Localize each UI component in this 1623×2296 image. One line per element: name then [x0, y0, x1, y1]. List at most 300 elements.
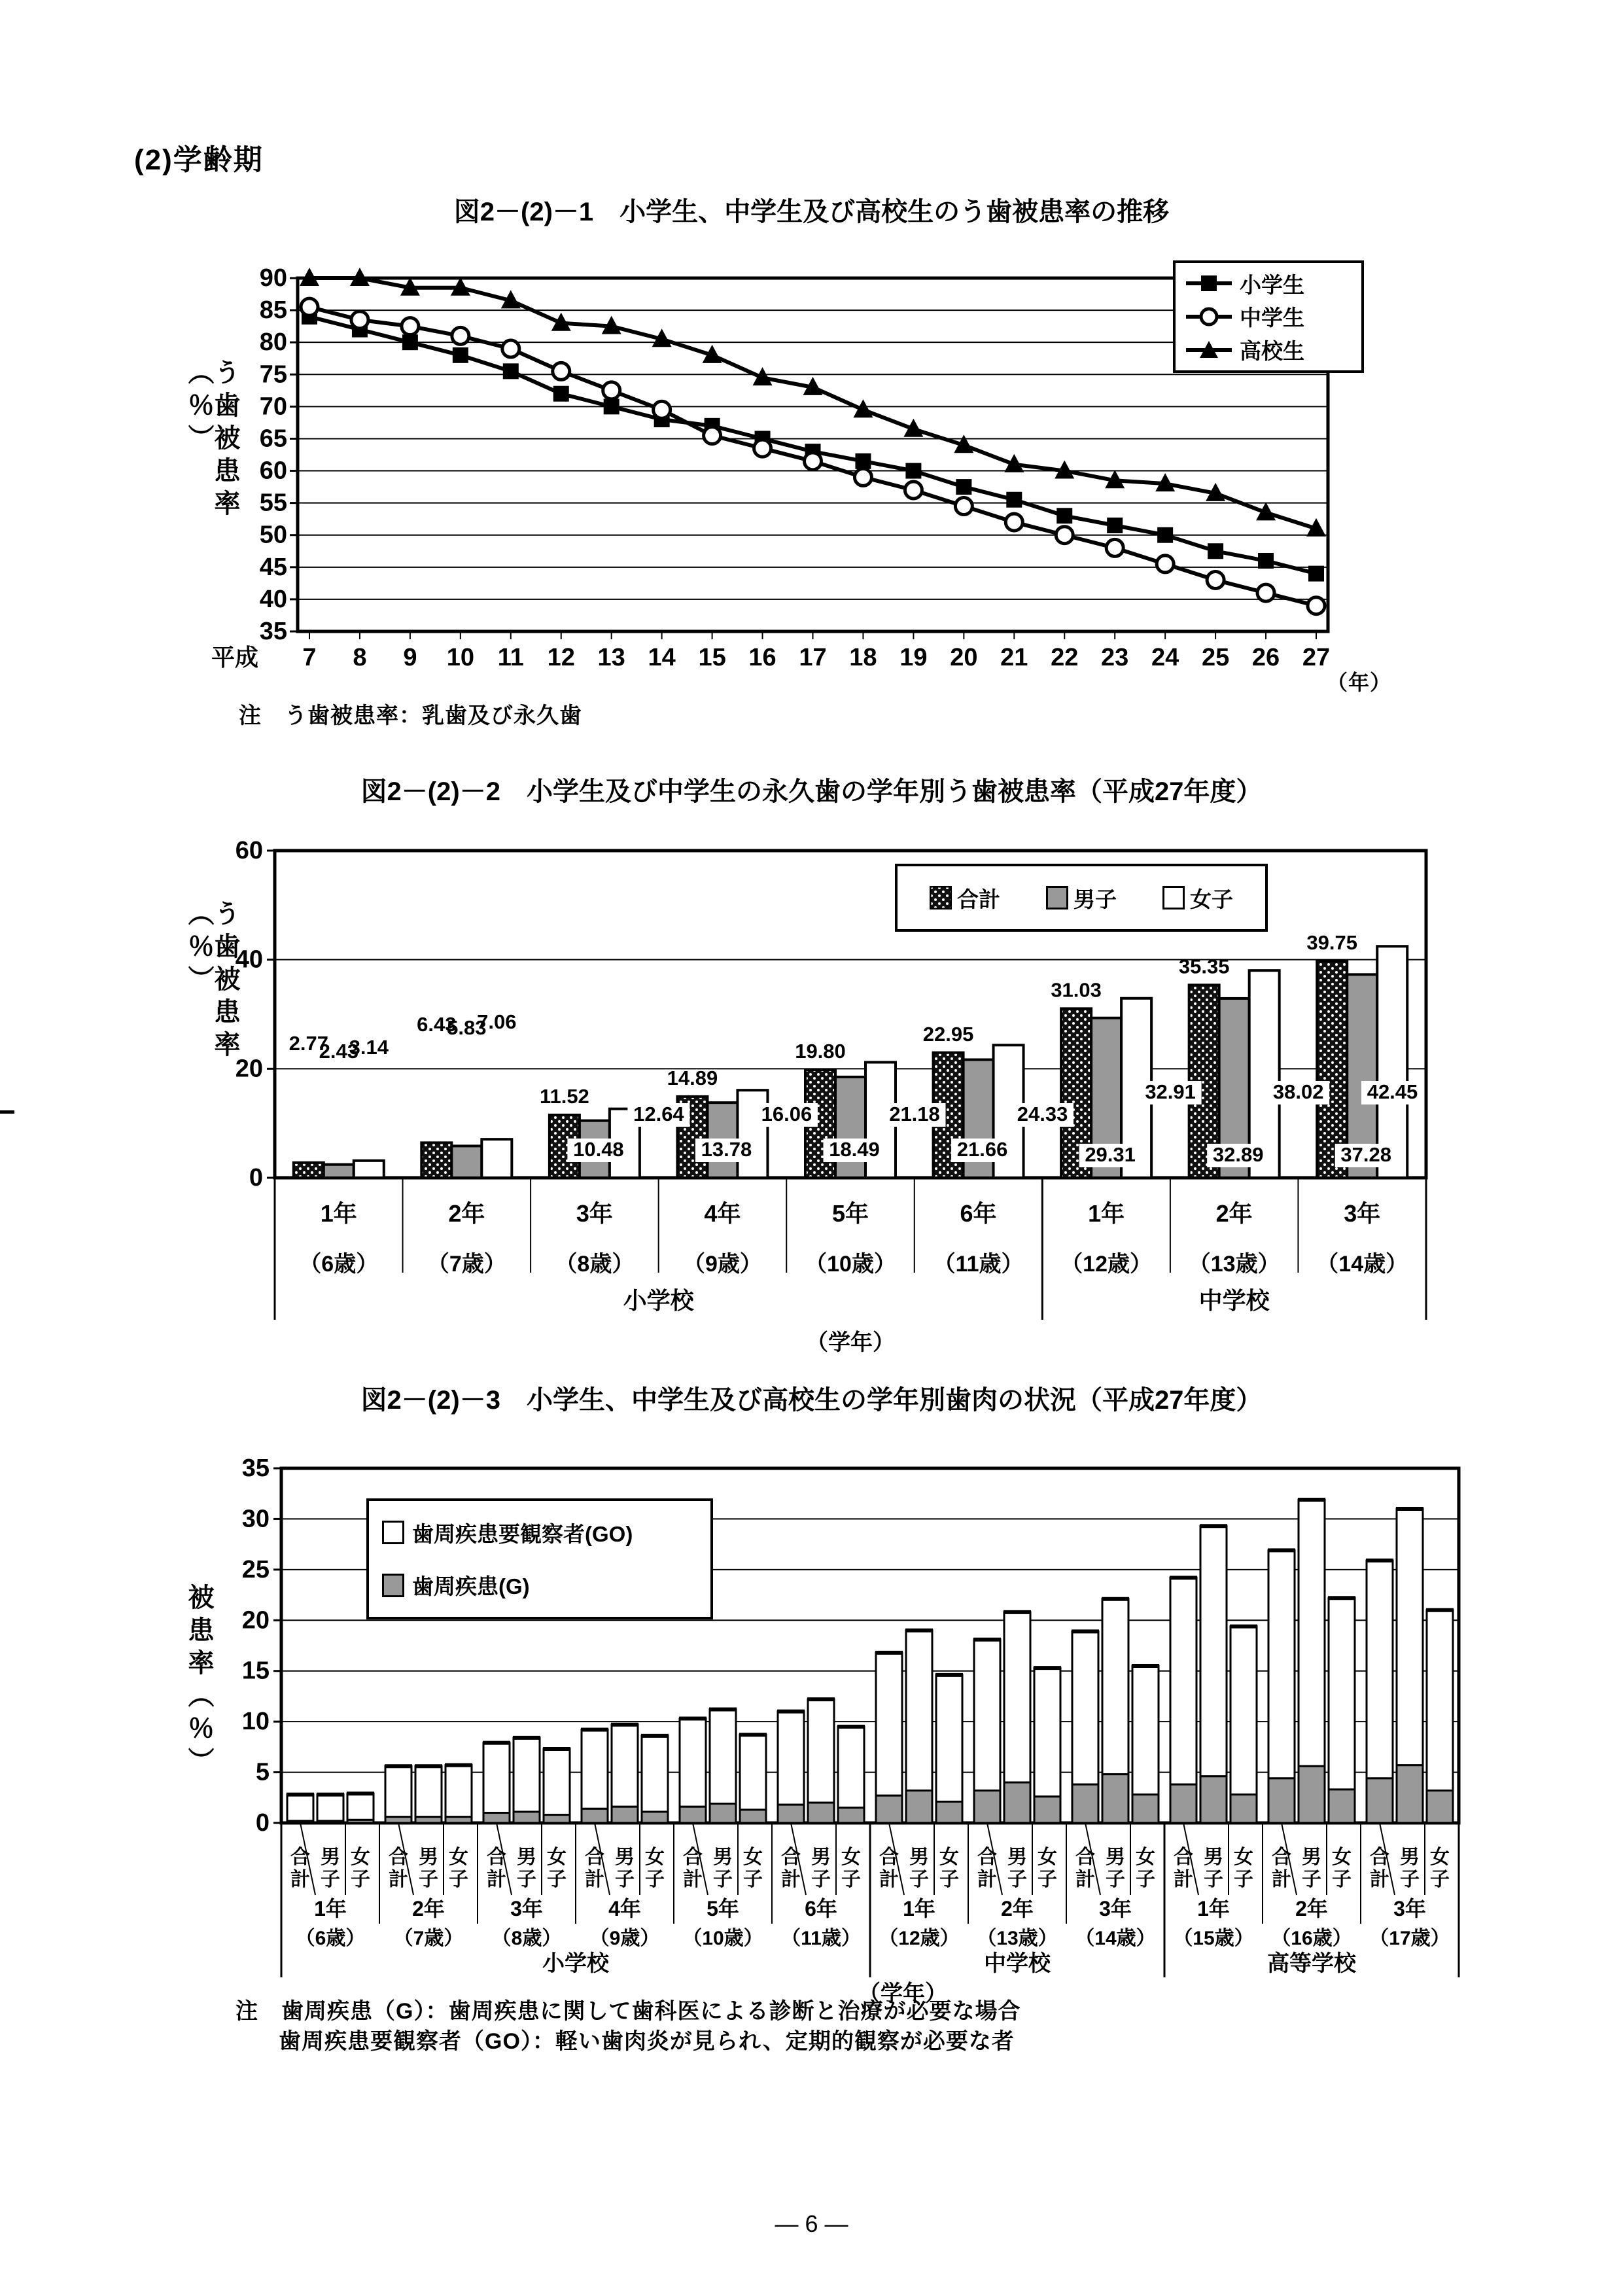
bar-g [1102, 1775, 1128, 1823]
legend-item-high-school [1185, 334, 1352, 365]
bar-g [514, 1812, 540, 1823]
age-label: （8歳） [555, 1252, 635, 1277]
circle-marker [553, 362, 570, 380]
circle-marker [1106, 539, 1123, 556]
bar-g [287, 1821, 313, 1823]
grade-label: 4年 [704, 1200, 741, 1227]
chart-shape: 計 [977, 1869, 997, 1890]
bar-value-label: 21.18 [889, 1103, 940, 1125]
square-marker [453, 347, 468, 363]
grade-label: 2年 [1215, 1200, 1253, 1227]
bar-g [1397, 1765, 1423, 1823]
chart-shape: 子 [1007, 1869, 1027, 1890]
bar-value-label: 3.14 [349, 1036, 389, 1059]
chart-shape: 子 [419, 1869, 438, 1890]
chart-shape: 合 [1174, 1846, 1193, 1868]
x-tick-label: 20 [950, 644, 978, 671]
chart1-legend [1173, 260, 1364, 373]
chart-shape: 子 [811, 1869, 831, 1890]
bar-g [642, 1812, 668, 1823]
triangle-marker-icon [1185, 340, 1233, 360]
bar-go [347, 1793, 374, 1820]
square-marker [1157, 527, 1173, 543]
bar-value-label: 10.48 [573, 1138, 624, 1161]
chart-shape: 計 [879, 1869, 899, 1890]
x-tick-label: 17 [799, 644, 827, 671]
square-marker [1208, 543, 1223, 559]
circle-marker [805, 453, 822, 470]
legend-label: 中学生 [1240, 306, 1304, 330]
y-tick-label: 0 [255, 1809, 270, 1837]
y-tick-label: 35 [241, 1455, 270, 1482]
y-tick-label: 55 [259, 489, 287, 517]
chart-shape: 女 [449, 1846, 468, 1868]
bar-go [876, 1653, 902, 1795]
chart-shape: 計 [487, 1869, 506, 1890]
bar-category-label [449, 1846, 468, 1890]
circle-marker-icon [1185, 307, 1233, 327]
bar-g [1004, 1782, 1030, 1823]
x-tick-label: 8 [353, 644, 367, 671]
y-tick-label: 5 [255, 1758, 270, 1786]
grade-label: 6年 [960, 1200, 997, 1227]
bar-g [740, 1810, 766, 1823]
bar-go [838, 1727, 864, 1808]
y-tick-label: 85 [259, 296, 287, 325]
chart-shape: 計 [1174, 1869, 1193, 1890]
chart-shape: 合 [487, 1846, 506, 1868]
chart-shape: 女 [1234, 1846, 1253, 1868]
bar-category-label [419, 1846, 438, 1890]
bar-go [445, 1765, 472, 1817]
bar-value-label: 2.43 [319, 1040, 358, 1063]
circle-marker [603, 382, 620, 399]
chart-shape: 子 [909, 1869, 929, 1890]
bar-go [1230, 1627, 1257, 1795]
chart-shape: 合 [1370, 1846, 1389, 1868]
x-tick-label: 18 [849, 644, 877, 671]
chart-shape: 子 [1038, 1869, 1057, 1890]
bar-category-label [547, 1846, 567, 1890]
bar-go [415, 1766, 442, 1816]
bar-g [415, 1817, 442, 1823]
chart-shape: 子 [1234, 1869, 1253, 1890]
section-heading: (2)学齢期 [134, 144, 264, 176]
page-number: ― 6 ― [775, 2210, 848, 2237]
circle-marker [955, 498, 972, 515]
x-tick-label: 16 [748, 644, 777, 671]
bar-category-label [713, 1846, 733, 1890]
x-tick-label: 25 [1201, 644, 1230, 671]
circle-marker [351, 311, 368, 328]
square-marker [1006, 492, 1022, 508]
age-label: （6歳） [299, 1252, 379, 1277]
square-marker [604, 398, 620, 414]
chart-shape: 計 [781, 1869, 801, 1890]
square-marker [1056, 508, 1072, 523]
bar-g [1132, 1795, 1159, 1823]
age-label: （14歳） [1075, 1928, 1156, 1949]
circle-marker [1207, 571, 1224, 588]
bar-合計 [294, 1163, 324, 1178]
chart-shape: 計 [1370, 1869, 1389, 1890]
y-tick-label: 30 [241, 1505, 270, 1533]
school-label: 中学校 [984, 1951, 1051, 1976]
chart-shape: 子 [1106, 1869, 1125, 1890]
y-tick-label: 50 [259, 521, 287, 549]
grade-label: 2年 [448, 1200, 485, 1227]
x-axis-label: （学年） [806, 1330, 895, 1355]
chart-shape: 男 [321, 1846, 340, 1868]
chart-shape: 計 [290, 1869, 310, 1890]
bar-category-label [1302, 1846, 1321, 1890]
bar-go [740, 1735, 766, 1810]
y-tick-label: 60 [259, 457, 287, 485]
bar-category-label [615, 1846, 635, 1890]
chart-shape: 男 [615, 1846, 635, 1868]
bar-category-label [1332, 1846, 1352, 1890]
x-tick-label: 27 [1302, 644, 1331, 671]
bar-g [1329, 1790, 1355, 1823]
bar-value-label: 13.78 [701, 1138, 752, 1161]
grade-label: 3年 [1393, 1897, 1426, 1920]
bar-category-label [909, 1846, 929, 1890]
chart-shape: 女 [645, 1846, 665, 1868]
chart-shape: 男 [1007, 1846, 1027, 1868]
bar-g [1034, 1797, 1060, 1823]
chart3-note-line2: 歯周疾患要観察者（GO）：軽い歯肉炎が見られ、定期的観察が必要な者 [279, 2029, 1015, 2054]
chart2-svg [196, 821, 1505, 1384]
circle-marker [1056, 527, 1073, 544]
bar-category-label [841, 1846, 861, 1890]
chart-shape: 女 [1136, 1846, 1155, 1868]
chart3-legend [366, 1498, 713, 1619]
y-tick-label: 25 [241, 1555, 270, 1583]
x-tick-label: 12 [547, 644, 575, 671]
bar-value-label: 16.06 [761, 1103, 812, 1125]
grade-label: 3年 [510, 1897, 543, 1920]
chart-shape: 子 [615, 1869, 635, 1890]
chart-shape: 合 [977, 1846, 997, 1868]
circle-marker [1005, 514, 1022, 531]
chart-shape: 子 [547, 1869, 567, 1890]
bar-value-label: 2.77 [288, 1032, 328, 1055]
bar-category-label [1007, 1846, 1027, 1890]
age-label: （8歳） [491, 1928, 562, 1949]
bar-category-label [321, 1846, 340, 1890]
bar-g [778, 1805, 804, 1823]
legend-label: 男子 [1073, 887, 1117, 911]
bar-category-label [1038, 1846, 1057, 1890]
bar-go [642, 1736, 668, 1812]
y-tick-label: 0 [249, 1164, 263, 1192]
bar-category-label [517, 1846, 536, 1890]
circle-marker [502, 340, 519, 357]
gray-swatch-icon [1046, 886, 1068, 910]
bar-go [483, 1743, 510, 1813]
chart-shape: 子 [1302, 1869, 1321, 1890]
chart-shape: 計 [1272, 1869, 1291, 1890]
age-label: （9歳） [589, 1928, 660, 1949]
age-label: （14歳） [1316, 1252, 1408, 1277]
bar-男子 [324, 1165, 354, 1178]
bar-g [974, 1790, 1000, 1823]
square-marker [956, 479, 971, 495]
chart-shape: 男 [1204, 1846, 1223, 1868]
circle-marker [654, 401, 671, 418]
chart-shape: 女 [351, 1846, 370, 1868]
circle-marker [452, 327, 469, 344]
bar-g [544, 1815, 570, 1823]
bar-g [1230, 1795, 1257, 1823]
bar-g [1427, 1790, 1453, 1823]
chart-shape: 子 [1332, 1869, 1352, 1890]
age-label: （16歳） [1271, 1928, 1352, 1949]
bar-go [1299, 1500, 1325, 1766]
bar-value-label: 35.35 [1178, 955, 1230, 978]
legend-label: 合計 [957, 887, 1000, 911]
square-marker [1308, 566, 1324, 582]
legend-item-g [382, 1570, 697, 1600]
chart-shape: 男 [1400, 1846, 1420, 1868]
chart-shape: 男 [909, 1846, 929, 1868]
grade-label: 4年 [608, 1897, 641, 1920]
school-label: 高等学校 [1267, 1951, 1356, 1976]
bar-g [838, 1808, 864, 1823]
bar-value-label: 42.45 [1367, 1080, 1418, 1103]
grade-label: 6年 [805, 1897, 837, 1920]
bar-go [1034, 1668, 1060, 1797]
y-tick-label: 40 [235, 945, 263, 974]
y-tick-label: 75 [259, 361, 287, 389]
legend-label: 歯周疾患要観察者(GO) [412, 1521, 633, 1546]
chart-shape: 合 [781, 1846, 801, 1868]
grade-label: 1年 [314, 1897, 347, 1920]
grade-label: 3年 [1344, 1200, 1381, 1227]
bar-g [385, 1817, 411, 1823]
x-tick-label: 19 [899, 644, 928, 671]
square-marker [402, 334, 418, 350]
age-label: （10歳） [682, 1928, 763, 1949]
bar-category-label [743, 1846, 763, 1890]
age-label: （17歳） [1369, 1928, 1450, 1949]
chart-shape: 子 [321, 1869, 340, 1890]
age-label: （11歳） [933, 1252, 1024, 1277]
chart-shape: 男 [517, 1846, 536, 1868]
age-label: （6歳） [295, 1928, 366, 1949]
bar-go [778, 1712, 804, 1805]
bar-go [974, 1640, 1000, 1791]
bar-go [906, 1631, 932, 1791]
bar-value-label: 39.75 [1306, 930, 1358, 954]
bar-category-label [1430, 1846, 1450, 1890]
y-tick-label: 20 [235, 1055, 263, 1083]
legend-label: 小学生 [1240, 272, 1304, 297]
chart-shape: 合 [1075, 1846, 1095, 1868]
bar-category-label [811, 1846, 831, 1890]
age-label: （12歳） [879, 1928, 960, 1949]
y-tick-label: 65 [259, 425, 287, 453]
chart1-title: 図2－(2)－1 小学生、中学生及び高校生のう歯被患率の推移 [453, 198, 1170, 226]
chart-shape: 男 [713, 1846, 733, 1868]
bar-value-label: 24.33 [1017, 1103, 1068, 1125]
bar-男子 [835, 1077, 865, 1178]
bar-go [1427, 1610, 1453, 1791]
chart2-title: 図2－(2)－2 小学生及び中学生の永久歯の学年別う歯被患率（平成27年度） [360, 777, 1263, 806]
bar-女子 [354, 1161, 384, 1178]
bar-category-label [1106, 1846, 1125, 1890]
bar-value-label: 12.64 [633, 1103, 684, 1125]
grade-label: 1年 [1197, 1897, 1230, 1920]
bar-category-label [1234, 1846, 1253, 1890]
grade-label: 3年 [576, 1200, 613, 1227]
grade-label: 2年 [1001, 1897, 1034, 1920]
white-swatch-icon [1162, 886, 1185, 910]
bar-go [612, 1725, 638, 1807]
bar-go [1397, 1509, 1423, 1765]
x-tick-label: 14 [648, 644, 676, 671]
y-tick-label: 35 [259, 618, 287, 645]
bar-value-label: 31.03 [1051, 978, 1102, 1002]
bar-go [317, 1795, 343, 1821]
bar-value-label: 21.66 [956, 1138, 1008, 1161]
x-tick-label: 23 [1101, 644, 1129, 671]
bar-g [1200, 1776, 1227, 1823]
chart-shape: 子 [1400, 1869, 1420, 1890]
chart-shape: 子 [939, 1869, 959, 1890]
age-label: （13歳） [1188, 1252, 1280, 1277]
bar-value-label: 6.43 [417, 1013, 457, 1036]
y-tick-label: 10 [241, 1708, 270, 1736]
bar-g [808, 1803, 834, 1823]
age-label: （7歳） [393, 1928, 464, 1949]
age-label: （11歳） [781, 1928, 861, 1949]
chart-shape: 子 [449, 1869, 468, 1890]
y-tick-label: 90 [259, 264, 287, 292]
bar-go [680, 1718, 706, 1807]
chart-shape: 子 [517, 1869, 536, 1890]
bar-go [1329, 1598, 1355, 1790]
legend-item-elementary [1185, 268, 1352, 299]
bar-g [1268, 1778, 1295, 1823]
chart-shape: 男 [419, 1846, 438, 1868]
bar-g [936, 1801, 962, 1823]
chart-shape: 女 [547, 1846, 567, 1868]
chart1-x-unit: （年） [1327, 671, 1392, 694]
chart-shape: 子 [645, 1869, 665, 1890]
square-marker [553, 386, 569, 402]
chart-shape: 子 [841, 1869, 861, 1890]
x-tick-label: 9 [403, 644, 417, 671]
bar-g [906, 1790, 932, 1823]
legend-label: 高校生 [1240, 339, 1304, 364]
legend-item-junior-high [1185, 301, 1352, 332]
bar-go [1170, 1578, 1196, 1784]
circle-marker [704, 427, 721, 444]
bar-value-label: 7.06 [477, 1010, 517, 1033]
grade-label: 1年 [903, 1897, 935, 1920]
x-axis-prefix: 平成 [211, 644, 258, 671]
x-tick-label: 11 [497, 644, 524, 671]
chart-shape: 合 [1272, 1846, 1291, 1868]
x-tick-label: 7 [302, 644, 317, 671]
grade-label: 2年 [1295, 1897, 1328, 1920]
bar-value-label: 11.52 [539, 1085, 589, 1108]
left-margin-tick [0, 1110, 14, 1114]
bar-value-label: 32.91 [1145, 1080, 1196, 1103]
legend-item-boys [1046, 883, 1117, 913]
y-tick-label: 20 [241, 1606, 270, 1634]
x-tick-label: 13 [597, 644, 625, 671]
legend-item-girls [1162, 883, 1233, 913]
bar-g [1367, 1778, 1393, 1823]
age-label: （15歳） [1173, 1928, 1254, 1949]
bar-value-label: 38.02 [1272, 1080, 1324, 1103]
chart-shape: 男 [1302, 1846, 1321, 1868]
dotted-swatch-icon [930, 886, 952, 910]
chart-shape: 女 [1332, 1846, 1352, 1868]
bar-value-label: 37.28 [1340, 1143, 1392, 1166]
square-marker [855, 453, 871, 469]
circle-marker [754, 440, 771, 457]
chart-shape: 子 [743, 1869, 763, 1890]
bar-category-label [1204, 1846, 1223, 1890]
bar-合計 [421, 1142, 451, 1178]
circle-marker [1308, 597, 1325, 614]
x-axis-label: （学年） [858, 1981, 947, 2006]
legend-item-go [382, 1517, 697, 1548]
bar-go [1200, 1526, 1227, 1776]
bar-go [582, 1730, 608, 1809]
chart-shape: 計 [585, 1869, 604, 1890]
g-swatch-icon [382, 1574, 404, 1597]
bar-value-label: 32.89 [1212, 1143, 1264, 1166]
age-label: （10歳） [805, 1252, 896, 1277]
square-marker [1258, 553, 1274, 569]
circle-marker [854, 468, 871, 486]
bar-g [483, 1813, 510, 1823]
chart-shape: 合 [290, 1846, 310, 1868]
bar-go [1367, 1561, 1393, 1778]
chart-shape: 子 [351, 1869, 370, 1890]
school-label: 中学校 [1198, 1287, 1270, 1314]
chart-shape: 女 [939, 1846, 959, 1868]
x-tick-label: 22 [1051, 644, 1079, 671]
bar-g [710, 1804, 736, 1823]
square-marker [1107, 518, 1123, 533]
chart-shape: 合 [683, 1846, 703, 1868]
legend-label: 歯周疾患(G) [412, 1574, 530, 1599]
chart-shape: 女 [841, 1846, 861, 1868]
bar-category-label [1136, 1846, 1155, 1890]
bar-value-label: 22.95 [922, 1022, 974, 1046]
circle-marker [402, 318, 419, 335]
bar-g [445, 1817, 472, 1823]
bar-g [582, 1809, 608, 1823]
bar-g [1072, 1784, 1098, 1823]
circle-marker [905, 482, 922, 499]
x-tick-label: 24 [1151, 644, 1179, 671]
y-tick-label: 80 [259, 328, 287, 357]
chart2-canvas [196, 821, 1505, 1384]
bar-g [347, 1820, 374, 1823]
chart1-y-axis-label: う歯被患率（％） [184, 359, 239, 522]
bar-go [1004, 1612, 1030, 1782]
chart-shape: 計 [1075, 1869, 1095, 1890]
chart2-legend [895, 864, 1268, 932]
chart-shape: 子 [1136, 1869, 1155, 1890]
grade-label: 2年 [412, 1897, 445, 1920]
